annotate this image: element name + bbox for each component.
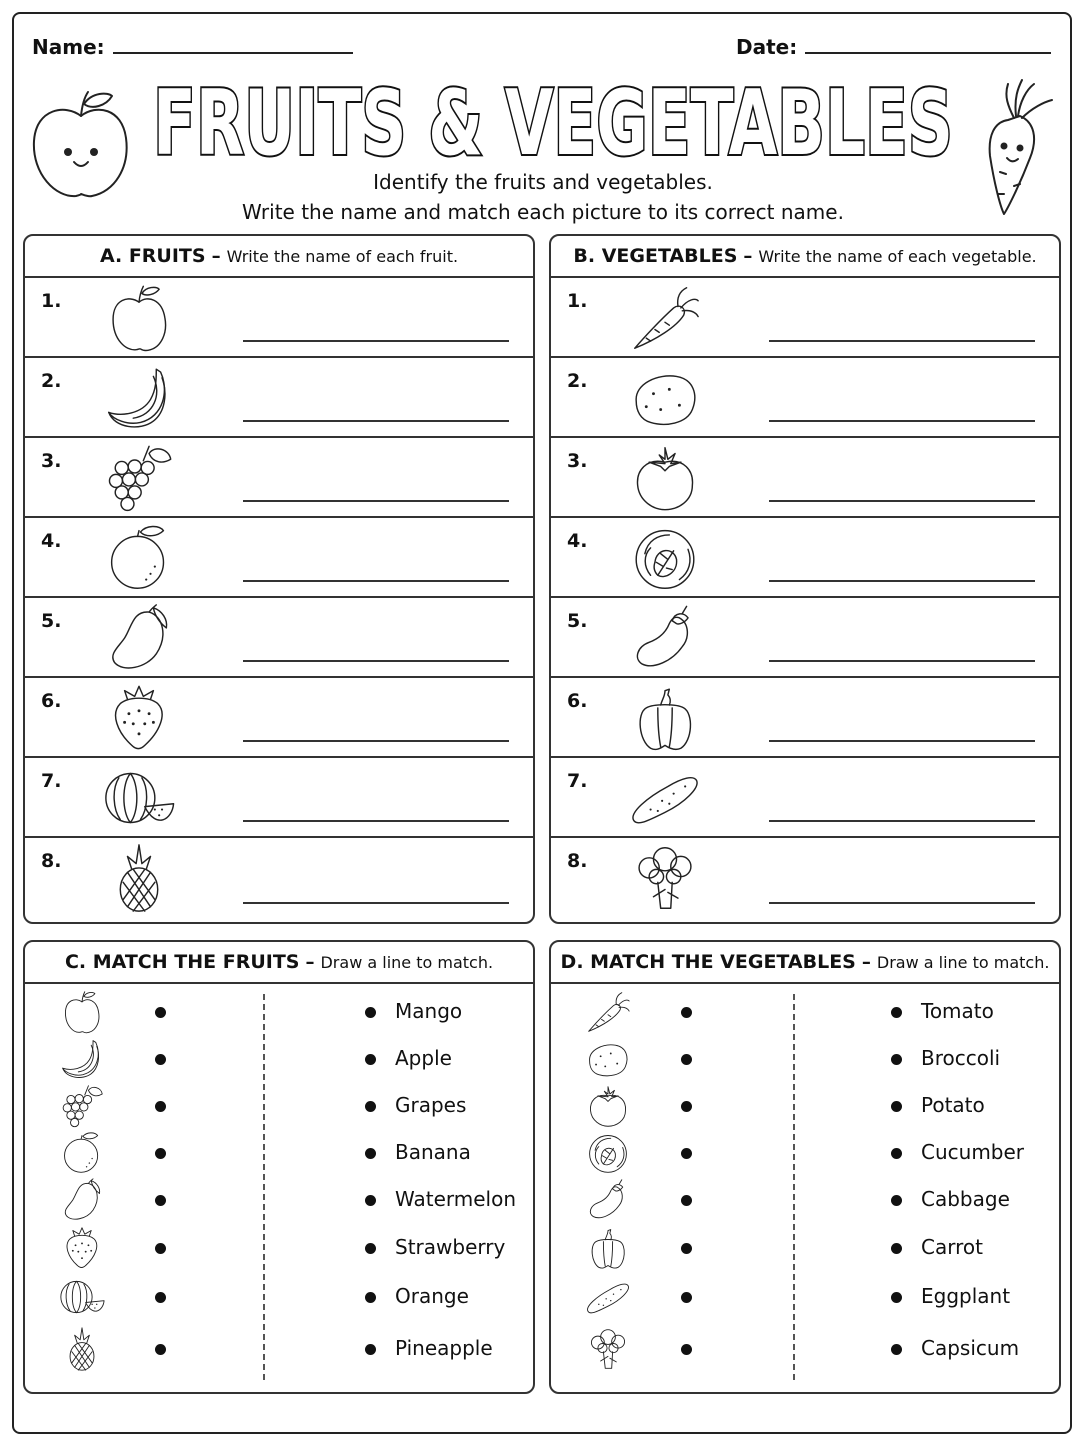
match-row — [25, 1177, 533, 1223]
picture-dot[interactable] — [681, 1007, 692, 1018]
answer-line[interactable] — [769, 418, 1035, 422]
potato-icon — [575, 1036, 641, 1082]
fruits-match-panel — [23, 940, 535, 1394]
eggplant-icon — [575, 1177, 641, 1223]
word-dot[interactable] — [365, 1148, 376, 1159]
match-row — [25, 1036, 533, 1082]
carrot-icon — [575, 989, 641, 1035]
fruits-write-list — [25, 278, 533, 918]
eggplant-icon — [617, 602, 713, 674]
apple-icon — [91, 282, 187, 354]
word-dot[interactable] — [891, 1344, 902, 1355]
match-row — [551, 1274, 1059, 1320]
tomato-icon — [617, 442, 713, 514]
cabbage-icon — [617, 522, 713, 594]
name-blank[interactable] — [113, 34, 353, 54]
item-number: 4. — [567, 530, 588, 552]
name-label: Name: — [32, 35, 105, 59]
fruits-match-body — [25, 984, 533, 1394]
picture-dot[interactable] — [681, 1292, 692, 1303]
capsicum-icon — [617, 682, 713, 754]
item-number: 8. — [567, 850, 588, 872]
match-word: Grapes — [395, 1093, 467, 1117]
pineapple-icon — [91, 842, 187, 914]
name-field[interactable] — [32, 34, 353, 59]
picture-dot[interactable] — [155, 1195, 166, 1206]
word-dot[interactable] — [365, 1007, 376, 1018]
match-word: Eggplant — [921, 1284, 1011, 1308]
fruits-write-header — [25, 236, 533, 278]
item-number: 1. — [567, 290, 588, 312]
vegetable-write-row — [551, 598, 1059, 678]
answer-line[interactable] — [769, 738, 1035, 742]
fruit-write-row — [25, 678, 533, 758]
carrot-icon — [617, 282, 713, 354]
pineapple-icon — [49, 1326, 115, 1372]
match-word: Cabbage — [921, 1187, 1010, 1211]
section-c-instruction: Draw a line to match. — [320, 952, 494, 972]
orange-icon — [91, 522, 187, 594]
vegetable-write-row — [551, 278, 1059, 358]
answer-line[interactable] — [769, 338, 1035, 342]
potato-icon — [617, 362, 713, 434]
match-word: Strawberry — [395, 1235, 506, 1259]
fruit-write-row — [25, 518, 533, 598]
match-row — [551, 1326, 1059, 1372]
answer-line[interactable] — [769, 818, 1035, 822]
word-dot[interactable] — [891, 1148, 902, 1159]
match-word: Carrot — [921, 1235, 983, 1259]
fruit-write-row — [25, 358, 533, 438]
item-number: 6. — [41, 690, 62, 712]
section-c-dash: – — [305, 951, 315, 973]
answer-line[interactable] — [769, 900, 1035, 904]
match-row — [551, 989, 1059, 1035]
match-word: Tomato — [921, 999, 994, 1023]
match-word: Watermelon — [395, 1187, 517, 1211]
picture-dot[interactable] — [681, 1054, 692, 1065]
section-d-dash: – — [861, 951, 871, 973]
match-row — [25, 1225, 533, 1271]
item-number: 2. — [41, 370, 62, 392]
match-word: Cucumber — [921, 1140, 1025, 1164]
broccoli-icon — [617, 842, 713, 914]
section-b-instruction: Write the name of each vegetable. — [758, 246, 1037, 266]
word-dot[interactable] — [891, 1007, 902, 1018]
fruit-write-row — [25, 598, 533, 678]
item-number: 7. — [567, 770, 588, 792]
item-number: 1. — [41, 290, 62, 312]
cucumber-icon — [617, 762, 713, 834]
picture-dot[interactable] — [155, 1344, 166, 1355]
carrot-mascot-icon — [974, 76, 1064, 220]
match-word: Potato — [921, 1093, 985, 1117]
match-row — [25, 989, 533, 1035]
match-word: Orange — [395, 1284, 469, 1308]
item-number: 3. — [567, 450, 588, 472]
section-b-dash: – — [743, 245, 753, 267]
answer-line[interactable] — [769, 498, 1035, 502]
match-row — [25, 1130, 533, 1176]
answer-line[interactable] — [243, 900, 509, 904]
answer-line[interactable] — [243, 738, 509, 742]
match-word: Mango — [395, 999, 463, 1023]
section-a-heading: A. FRUITS — [99, 245, 206, 267]
banana-icon — [49, 1036, 115, 1082]
item-number: 7. — [41, 770, 62, 792]
word-dot[interactable] — [891, 1292, 902, 1303]
answer-line[interactable] — [243, 578, 509, 582]
vegetable-write-row — [551, 438, 1059, 518]
item-number: 5. — [567, 610, 588, 632]
date-field[interactable] — [736, 34, 1051, 59]
fruits-write-panel — [23, 234, 535, 924]
section-d-instruction: Draw a line to match. — [876, 952, 1050, 972]
capsicum-icon — [575, 1225, 641, 1271]
answer-line[interactable] — [243, 338, 509, 342]
answer-line[interactable] — [769, 578, 1035, 582]
date-blank[interactable] — [805, 34, 1051, 54]
word-dot[interactable] — [365, 1344, 376, 1355]
cucumber-icon — [575, 1274, 641, 1320]
apple-icon — [49, 989, 115, 1035]
match-row — [25, 1083, 533, 1129]
word-dot[interactable] — [891, 1195, 902, 1206]
mango-icon — [91, 602, 187, 674]
section-a-dash: – — [211, 245, 221, 267]
vegetable-write-row — [551, 678, 1059, 758]
fruit-write-row — [25, 758, 533, 838]
picture-dot[interactable] — [155, 1007, 166, 1018]
word-dot[interactable] — [365, 1243, 376, 1254]
vegetable-write-row — [551, 358, 1059, 438]
vegetable-write-row — [551, 758, 1059, 838]
picture-dot[interactable] — [155, 1148, 166, 1159]
answer-line[interactable] — [243, 818, 509, 822]
fruit-write-row — [25, 838, 533, 918]
tomato-icon — [575, 1083, 641, 1129]
title-text: FRUITS & VEGETABLES — [153, 72, 953, 172]
subtitle-line-1: Identify the fruits and vegetables. — [373, 170, 713, 194]
match-row — [551, 1130, 1059, 1176]
strawberry-icon — [91, 682, 187, 754]
answer-line[interactable] — [243, 658, 509, 662]
item-number: 5. — [41, 610, 62, 632]
grapes-icon — [91, 442, 187, 514]
answer-line[interactable] — [243, 418, 509, 422]
match-row — [551, 1036, 1059, 1082]
cabbage-icon — [575, 1130, 641, 1176]
match-row — [25, 1326, 533, 1372]
word-dot[interactable] — [365, 1292, 376, 1303]
vegetables-write-list — [551, 278, 1059, 918]
answer-line[interactable] — [243, 498, 509, 502]
picture-dot[interactable] — [681, 1101, 692, 1112]
picture-dot[interactable] — [681, 1243, 692, 1254]
watermelon-icon — [49, 1274, 115, 1320]
word-dot[interactable] — [365, 1101, 376, 1112]
section-d-heading: D. MATCH THE VEGETABLES — [560, 951, 856, 973]
answer-line[interactable] — [769, 658, 1035, 662]
match-row — [25, 1274, 533, 1320]
vegetables-match-body — [551, 984, 1059, 1394]
broccoli-icon — [575, 1326, 641, 1372]
picture-dot[interactable] — [681, 1195, 692, 1206]
vegetable-write-row — [551, 518, 1059, 598]
item-number: 8. — [41, 850, 62, 872]
match-word: Capsicum — [921, 1336, 1020, 1360]
vegetable-write-row — [551, 838, 1059, 918]
item-number: 3. — [41, 450, 62, 472]
section-b-heading: B. VEGETABLES — [573, 245, 738, 267]
picture-dot[interactable] — [681, 1344, 692, 1355]
fruits-match-header — [25, 942, 533, 984]
fruit-write-row — [25, 438, 533, 518]
word-dot[interactable] — [891, 1101, 902, 1112]
vegetables-write-panel — [549, 234, 1061, 924]
picture-dot[interactable] — [155, 1101, 166, 1112]
watermelon-icon — [91, 762, 187, 834]
match-row — [551, 1083, 1059, 1129]
picture-dot[interactable] — [681, 1148, 692, 1159]
strawberry-icon — [49, 1225, 115, 1271]
word-dot[interactable] — [365, 1054, 376, 1065]
picture-dot[interactable] — [155, 1054, 166, 1065]
fruit-write-row — [25, 278, 533, 358]
item-number: 4. — [41, 530, 62, 552]
word-dot[interactable] — [891, 1054, 902, 1065]
worksheet-title — [148, 72, 958, 172]
section-c-heading: C. MATCH THE FRUITS — [64, 951, 300, 973]
match-word: Broccoli — [921, 1046, 1001, 1070]
match-row — [551, 1225, 1059, 1271]
picture-dot[interactable] — [155, 1243, 166, 1254]
item-number: 2. — [567, 370, 588, 392]
match-word: Pineapple — [395, 1336, 493, 1360]
picture-dot[interactable] — [155, 1292, 166, 1303]
vegetables-match-header — [551, 942, 1059, 984]
item-number: 6. — [567, 690, 588, 712]
match-word: Banana — [395, 1140, 471, 1164]
word-dot[interactable] — [365, 1195, 376, 1206]
vegetables-match-panel — [549, 940, 1061, 1394]
grapes-icon — [49, 1083, 115, 1129]
banana-icon — [91, 362, 187, 434]
subtitle-line-2: Write the name and match each picture to its correct name. — [242, 200, 844, 224]
match-word: Apple — [395, 1046, 452, 1070]
mango-icon — [49, 1177, 115, 1223]
date-label: Date: — [736, 35, 798, 59]
section-a-instruction: Write the name of each fruit. — [226, 246, 459, 266]
match-row — [551, 1177, 1059, 1223]
word-dot[interactable] — [891, 1243, 902, 1254]
vegetables-write-header — [551, 236, 1059, 278]
orange-icon — [49, 1130, 115, 1176]
